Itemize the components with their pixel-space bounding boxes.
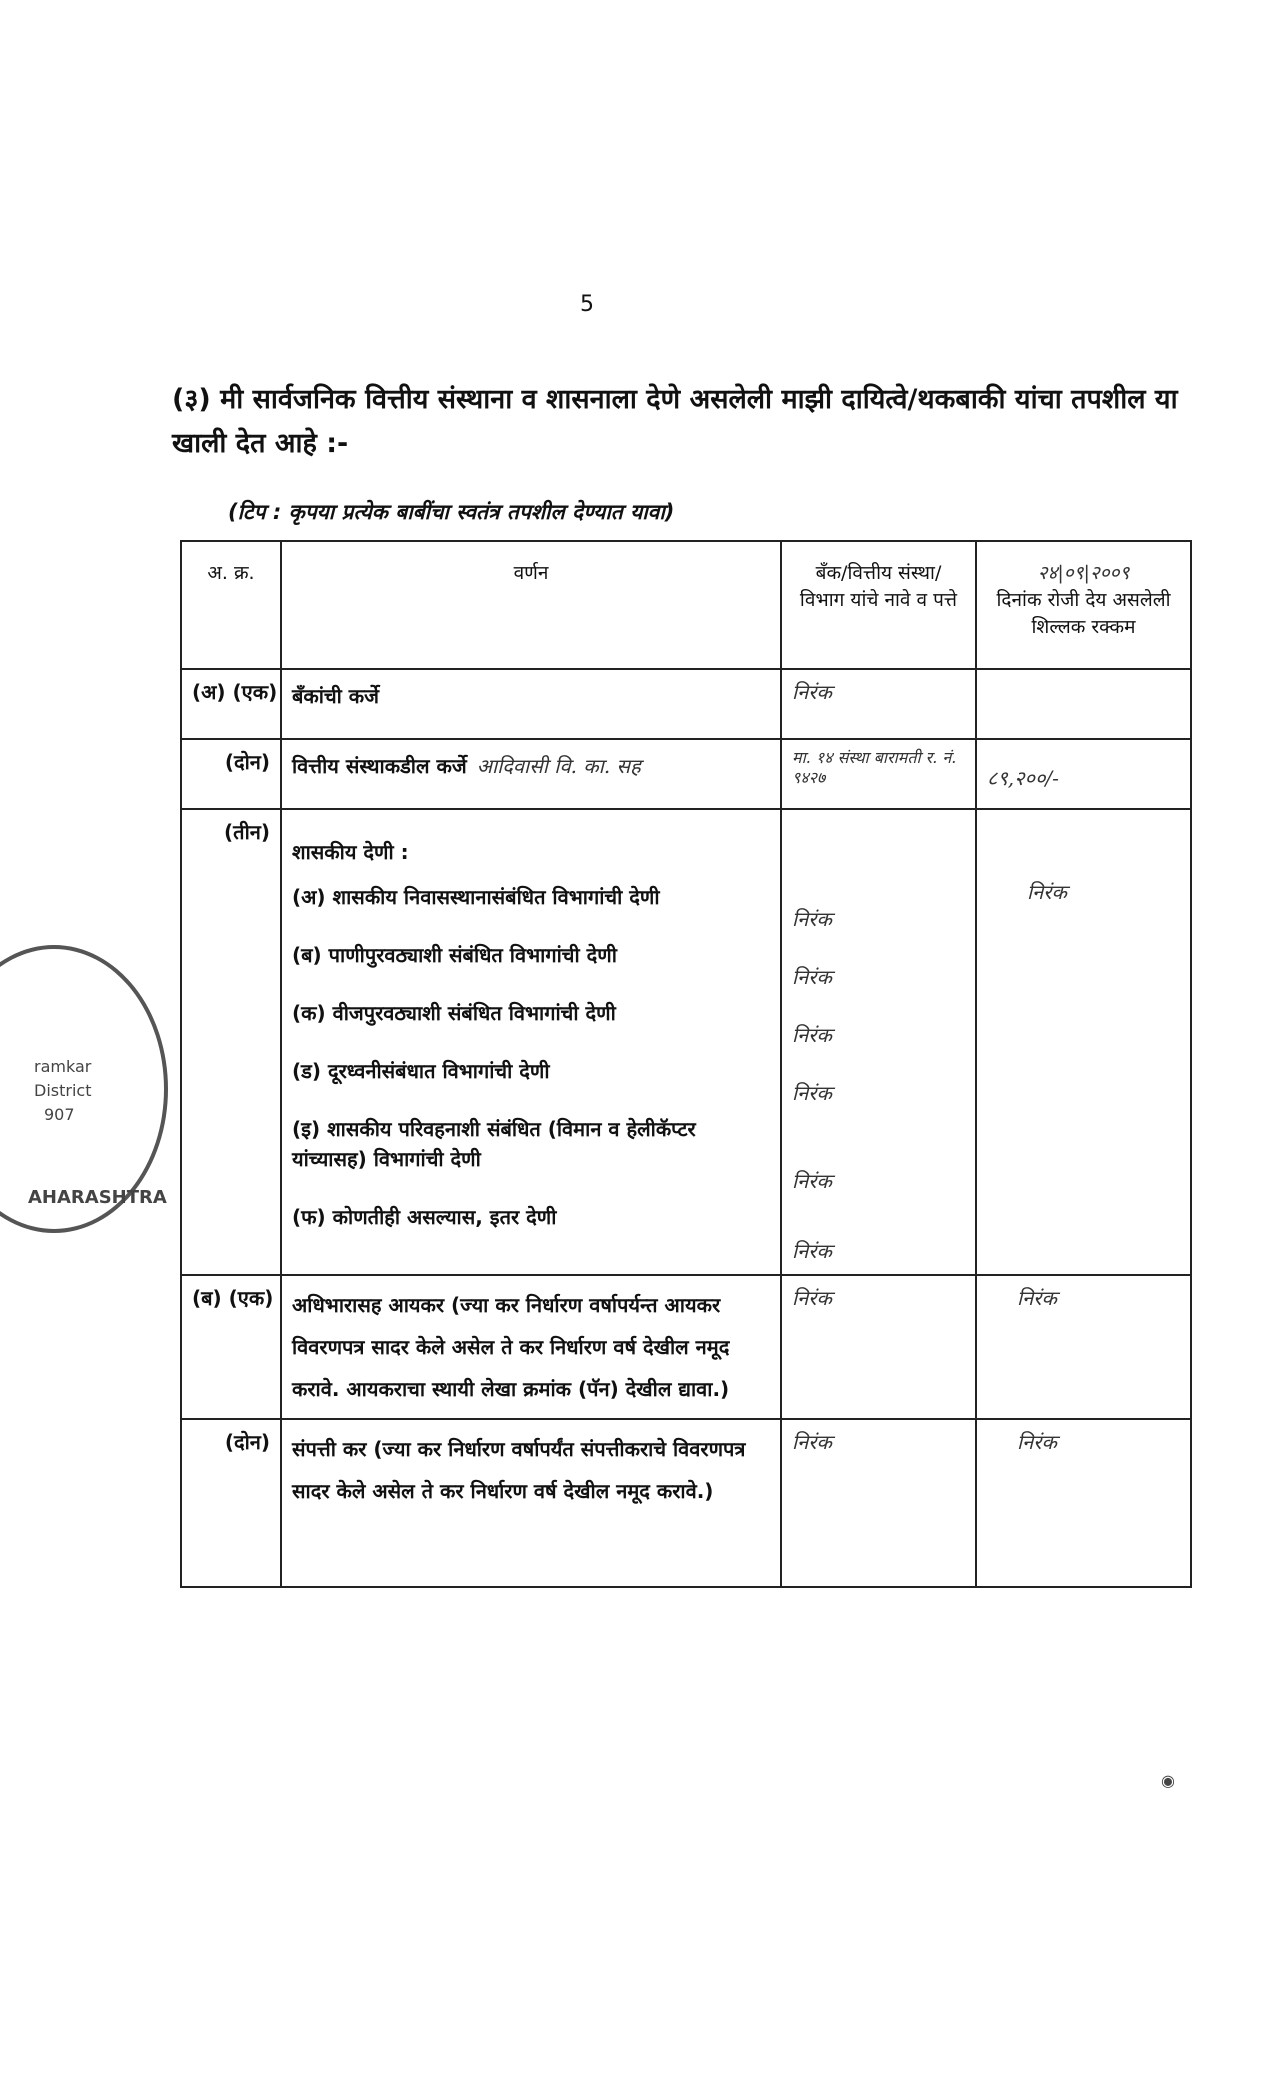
header-sr: अ. क्र. bbox=[181, 541, 281, 669]
sub-item-bank: निरंक bbox=[792, 965, 832, 989]
row-balance: निरंक bbox=[976, 1275, 1191, 1419]
header-balance-label: दिनांक रोजी देय असलेली शिल्लक रक्कम bbox=[996, 589, 1171, 638]
row-description: संपत्ती कर (ज्या कर निर्धारण वर्षापर्यंत संपत्तीकराचे विवरणपत्र सादर केले असेल ते कर निर्धारण वर्ष देखील नमूद करावे.) bbox=[281, 1419, 781, 1587]
table-header-row bbox=[181, 541, 1191, 669]
table-row bbox=[181, 1275, 1191, 1419]
row-description bbox=[281, 739, 781, 809]
header-balance bbox=[976, 541, 1191, 669]
stamp-text: AHARASHTRA bbox=[28, 1187, 167, 1208]
stamp-text: ramkar bbox=[34, 1057, 92, 1076]
row-sr: (अ) (एक) bbox=[181, 669, 281, 739]
row-bank: निरंक bbox=[781, 1419, 976, 1587]
row-description: बँकांची कर्जे bbox=[281, 669, 781, 739]
row-balance: निरंक bbox=[976, 1419, 1191, 1587]
row-balance-value: निरंक bbox=[1027, 880, 1067, 904]
government-dues-list bbox=[292, 882, 770, 1246]
row-bank: मा. १४ संस्था बारामती र. नं. ९४२७ bbox=[781, 739, 976, 809]
row-description bbox=[281, 809, 781, 1275]
section-note: (टिप : कृपया प्रत्येक बाबींचा स्वतंत्र तपशील देण्यात यावा) bbox=[228, 500, 675, 524]
row-sr: (दोन) bbox=[181, 739, 281, 809]
stamp-text: District bbox=[34, 1081, 92, 1100]
list-item: (इ) शासकीय परिवहनाशी संबंधित (विमान व हेलीकॅप्टर यांच्यासह) विभागांची देणी bbox=[292, 1117, 696, 1171]
sub-item-bank: निरंक bbox=[792, 1023, 832, 1047]
row-description: अधिभारासह आयकर (ज्या कर निर्धारण वर्षापर्यन्त आयकर विवरणपत्र सादर केले असेल ते कर निर्धारण वर्ष देखील नमूद करावे. आयकराचा स्थायी लेखा क्रमांक (पॅन) देखील द्यावा.) bbox=[281, 1275, 781, 1419]
row-balance bbox=[976, 809, 1191, 1275]
circle-mark-icon: ◉ bbox=[1161, 1771, 1175, 1790]
row-sr: (दोन) bbox=[181, 1419, 281, 1587]
row-bank: निरंक bbox=[781, 1275, 976, 1419]
list-item: (क) वीजपुरवठ्याशी संबंधित विभागांची देणी bbox=[292, 1001, 616, 1025]
sub-item-bank: निरंक bbox=[792, 1169, 832, 1193]
sub-item-bank: निरंक bbox=[792, 1239, 832, 1263]
row-description-text: शासकीय देणी : bbox=[292, 840, 409, 864]
stamp-text: 907 bbox=[44, 1105, 75, 1124]
row-description-text: वित्तीय संस्थाकडील कर्जे bbox=[292, 754, 467, 778]
header-description: वर्णन bbox=[281, 541, 781, 669]
list-item: (ड) दूरध्वनीसंबंधात विभागांची देणी bbox=[292, 1059, 550, 1083]
row-balance: ८९,२००/- bbox=[976, 739, 1191, 809]
row-sr: (ब) (एक) bbox=[181, 1275, 281, 1419]
table-row bbox=[181, 1419, 1191, 1587]
list-item: (अ) शासकीय निवासस्थानासंबंधित विभागांची देणी bbox=[292, 885, 660, 909]
row-bank: निरंक bbox=[781, 669, 976, 739]
sub-item-bank: निरंक bbox=[792, 1081, 832, 1105]
list-item: (ब) पाणीपुरवठ्याशी संबंधित विभागांची देणी bbox=[292, 943, 617, 967]
row-balance bbox=[976, 669, 1191, 739]
page-number: 5 bbox=[580, 292, 594, 317]
header-balance-date: २४|०९|२००९ bbox=[1037, 562, 1130, 584]
table-row bbox=[181, 669, 1191, 739]
table-row bbox=[181, 739, 1191, 809]
liabilities-table bbox=[180, 540, 1192, 1588]
header-bank: बँक/वित्तीय संस्था/ विभाग यांचे नावे व पत्ते bbox=[781, 541, 976, 669]
section-heading: (३) मी सार्वजनिक वित्तीय संस्थाना व शासनाला देणे असलेली माझी दायित्वे/थकबाकी यांचा तपशील या खाली देत आहे :- bbox=[172, 384, 1178, 459]
table-row bbox=[181, 809, 1191, 1275]
row-sr: (तीन) bbox=[181, 809, 281, 1275]
row-bank bbox=[781, 809, 976, 1275]
official-stamp bbox=[0, 945, 168, 1233]
row-description-handwritten: आदिवासी वि. का. सह bbox=[476, 754, 641, 778]
list-item: (फ) कोणतीही असल्यास, इतर देणी bbox=[292, 1205, 557, 1229]
sub-item-bank: निरंक bbox=[792, 907, 832, 931]
